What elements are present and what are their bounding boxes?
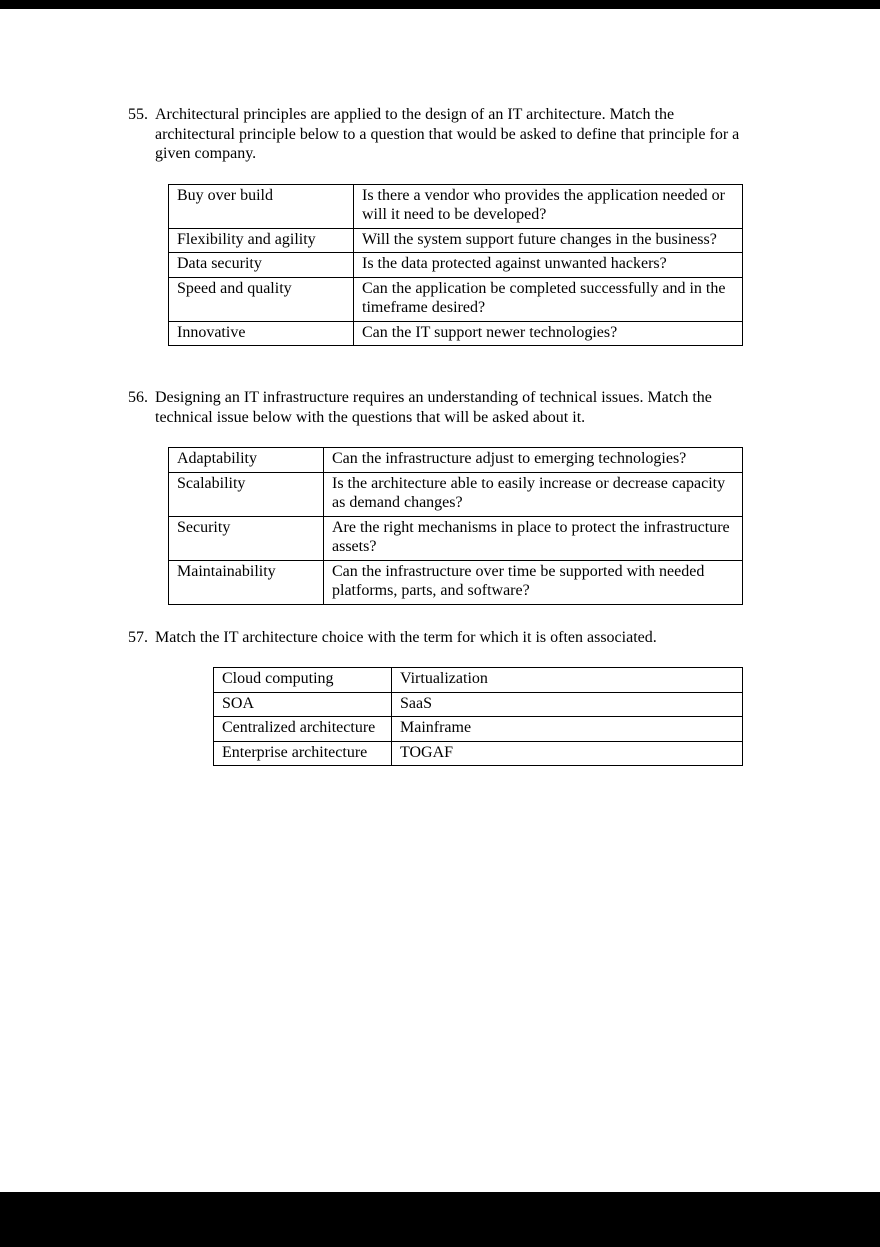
question-55-table <box>168 184 743 347</box>
question-cell: TOGAF <box>392 741 743 766</box>
question-57 <box>128 628 750 648</box>
question-cell: Mainframe <box>392 717 743 742</box>
table-row <box>169 184 743 228</box>
table-row <box>169 321 743 346</box>
table-row <box>214 692 743 717</box>
document-page <box>0 9 880 1192</box>
question-57-number: 57. <box>128 628 148 646</box>
question-cell: Will the system support future changes in the business? <box>354 228 743 253</box>
question-55 <box>128 105 750 164</box>
question-cell: Can the application be completed successfully and in the timeframe desired? <box>354 277 743 321</box>
question-57-text: Match the IT architecture choice with the term for which it is often associated. <box>155 628 657 646</box>
table-row <box>169 560 743 604</box>
table-row <box>169 448 743 473</box>
question-55-text: Architectural principles are applied to the design of an IT architecture. Match the architectural principle below to a question that would be asked to define that principle for a given company. <box>155 106 740 163</box>
table-row <box>169 472 743 516</box>
term-cell: Maintainability <box>169 560 324 604</box>
term-cell: Buy over build <box>169 184 354 228</box>
question-56-text: Designing an IT infrastructure requires an understanding of technical issues. Match the technical issue below with the questions that will be asked about it. <box>155 389 712 426</box>
question-cell: Is there a vendor who provides the application needed or will it need to be developed? <box>354 184 743 228</box>
term-cell: SOA <box>214 692 392 717</box>
term-cell: Adaptability <box>169 448 324 473</box>
term-cell: Security <box>169 516 324 560</box>
term-cell: Speed and quality <box>169 277 354 321</box>
question-55-number: 55. <box>128 106 148 123</box>
table-row <box>169 253 743 278</box>
question-cell: Can the infrastructure adjust to emerging technologies? <box>324 448 743 473</box>
question-56 <box>128 388 750 427</box>
question-cell: Are the right mechanisms in place to protect the infrastructure assets? <box>324 516 743 560</box>
question-cell: Can the IT support newer technologies? <box>354 321 743 346</box>
table-row <box>169 228 743 253</box>
term-cell: Data security <box>169 253 354 278</box>
question-cell: Can the infrastructure over time be supported with needed platforms, parts, and software? <box>324 560 743 604</box>
term-cell: Centralized architecture <box>214 717 392 742</box>
question-cell: Is the data protected against unwanted hackers? <box>354 253 743 278</box>
table-row <box>169 516 743 560</box>
table-row <box>214 741 743 766</box>
term-cell: Flexibility and agility <box>169 228 354 253</box>
question-57-table <box>213 667 743 766</box>
question-cell: Is the architecture able to easily increase or decrease capacity as demand changes? <box>324 472 743 516</box>
term-cell: Cloud computing <box>214 668 392 693</box>
table-row <box>169 277 743 321</box>
question-cell: Virtualization <box>392 668 743 693</box>
term-cell: Innovative <box>169 321 354 346</box>
document-content <box>0 9 880 766</box>
table-row <box>214 668 743 693</box>
question-56-table <box>168 447 743 605</box>
term-cell: Enterprise architecture <box>214 741 392 766</box>
question-cell: SaaS <box>392 692 743 717</box>
term-cell: Scalability <box>169 472 324 516</box>
question-56-number: 56. <box>128 389 148 407</box>
table-row <box>214 717 743 742</box>
